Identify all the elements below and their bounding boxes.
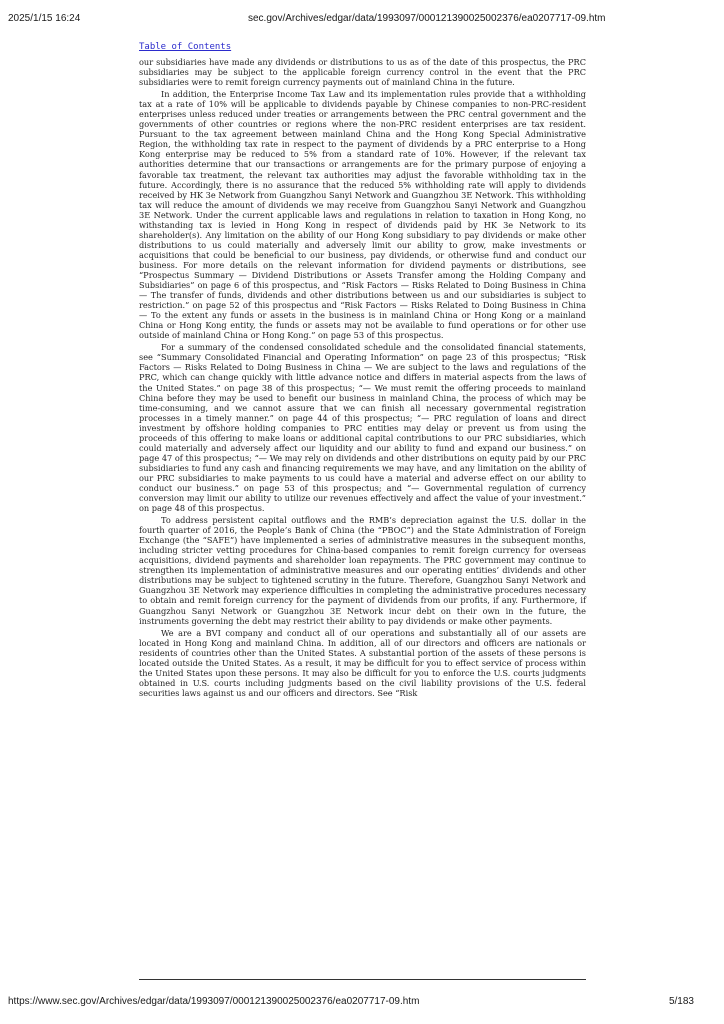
paragraph-financial-summary: For a summary of the condensed consolidated schedule and the consolidated financial statements, see “Summary Consolidated Financial and Operating Information” on page 23 of this prospectus; “Risk Factors — Risks Related to Doing Business in China — We are subject to the laws and regulations of the PRC, which can change quickly with little advance notice and differs in material aspects from the laws of the United States.” on page 38 of this prospectus; “— We must remit the offering proceeds to mainland China before they may be used to benefit our business in mainland China, the process of which may be time-consuming, and we cannot assure that we can finish all necessary governmental registration processes in a timely manner.” on page 44 of this prospectus; “— PRC regulation of loans and direct investment by offshore holding companies to PRC entities may delay or prevent us from using the proceeds of this offering to make loans or additional capital contributions to our PRC subsidiaries, which could materially and adversely affect our liquidity and our ability to fund and expand our business.” on page 47 of this prospectus; “— We may rely on dividends and other distributions on equity paid by our PRC subsidiaries to fund any cash and financing requirements we may have, and any limitation on the ability of our PRC subsidiaries to make payments to us could have a material and adverse effect on our ability to conduct our business.” on page 53 of this prospectus; and “— Governmental regulation of currency conversion may limit our ability to utilize our revenues effectively and affect the value of your investment.” on page 48 of this prospectus.: [139, 342, 586, 514]
table-of-contents-link[interactable]: Table of Contents: [139, 42, 232, 52]
paragraph-continued: our subsidiaries have made any dividends or distributions to us as of the date of this prospectus, the PRC subsidiaries may be subject to the applicable foreign currency control in the event that the PRC subsidiaries were to remit foreign currency payments out of mainland China in the future.: [139, 57, 586, 88]
footer-url: https://www.sec.gov/Archives/edgar/data/1993097/000121390025002376/ea0207717-09.htm: [8, 996, 420, 1007]
paragraph-withholding-tax: In addition, the Enterprise Income Tax Law and its implementation rules provide that a withholding tax at a rate of 10% will be applicable to dividends payable by Chinese companies to non-PRC-resident enterprises unless reduced under treaties or arrangements between the PRC central government and the governments of other countries or regions where the non-PRC resident enterprises are tax resident. Pursuant to the tax agreement between mainland China and the Hong Kong Special Administrative Region, the withholding tax rate in respect to the payment of dividends by a PRC enterprise to a Hong Kong enterprise may be reduced to 5% from a standard rate of 10%. However, if the relevant tax authorities determine that our transactions or arrangements are for the primary purpose of enjoying a favorable tax treatment, the relevant tax authorities may adjust the favorable withholding tax in the future. Accordingly, there is no assurance that the reduced 5% withholding rate will apply to dividends received by HK 3e Network from Guangzhou Sanyi Network and Guangzhou 3E Network. This withholding tax will reduce the amount of dividends we may receive from Guangzhou Sanyi Network and Guangzhou 3E Network. Under the current applicable laws and regulations in relation to taxation in Hong Kong, no withstanding tax is levied in Hong Kong in respect of dividends paid by HK 3e Network to its shareholder(s). Any limitation on the ability of our Hong Kong subsidiary to pay dividends or make other distributions to us could materially and adversely limit our ability to grow, make investments or acquisitions that could be beneficial to our business, pay dividends, or otherwise fund and conduct our business. For more details on the relevant information for dividend payments or distributions, see “Prospectus Summary — Dividend Distributions or Assets Transfer among the Holding Company and Subsidiaries” on page 6 of this prospectus, and “Risk Factors — Risks Related to Doing Business in China — The transfer of funds, dividends and other distributions between us and our subsidiaries is subject to restriction.” on page 52 of this prospectus and “Risk Factors — Risks Related to Doing Business in China — To the extent any funds or assets in the business is in mainland China or Hong Kong or a mainland China or Hong Kong entity, the funds or assets may not be available to fund operations or for other use outside of mainland China or Hong Kong.” on page 53 of this prospectus.: [139, 89, 586, 341]
paragraph-capital-outflows: To address persistent capital outflows and the RMB’s depreciation against the U.S. dollar in the fourth quarter of 2016, the People’s Bank of China (the “PBOC”) and the State Administration of Foreign Exchange (the “SAFE”) have implemented a series of administrative measures in the subsequent months, including stricter vetting procedures for China-based companies to remit foreign currency for overseas acquisitions, dividend payments and shareholder loan repayments. The PRC government may continue to strengthen its implementation of administrative measures and our operating entities’ dividends and other distributions may be subject to tightened scrutiny in the future. Therefore, Guangzhou Sanyi Network and Guangzhou 3E Network may experience difficulties in completing the administrative procedures necessary to obtain and remit foreign currency for the payment of dividends from our profits, if any. Furthermore, if Guangzhou Sanyi Network or Guangzhou 3E Network incur debt on their own in the future, the instruments governing the debt may restrict their ability to pay dividends or make other payments.: [139, 515, 586, 626]
browser-page-title: sec.gov/Archives/edgar/data/1993097/000121390025002376/ea0207717-09.htm: [248, 13, 606, 24]
browser-datetime: 2025/1/15 16:24: [8, 13, 81, 24]
page-counter: 5/183: [668, 996, 694, 1007]
paragraph-bvi-company: We are a BVI company and conduct all of our operations and substantially all of our assets are located in Hong Kong and mainland China. In addition, all of our directors and officers are nationals or residents of countries other than the United States. A substantial portion of the assets of these persons is located outside the United States. As a result, it may be difficult for you to effect service of process within the United States upon these persons. It may also be difficult for you to enforce the U.S. courts judgments obtained in U.S. courts including judgments based on the civil liability provisions of the U.S. federal securities laws against us and our officers and directors. See “Risk: [139, 627, 586, 698]
footer-divider: [139, 979, 586, 980]
document-body: [139, 57, 586, 700]
